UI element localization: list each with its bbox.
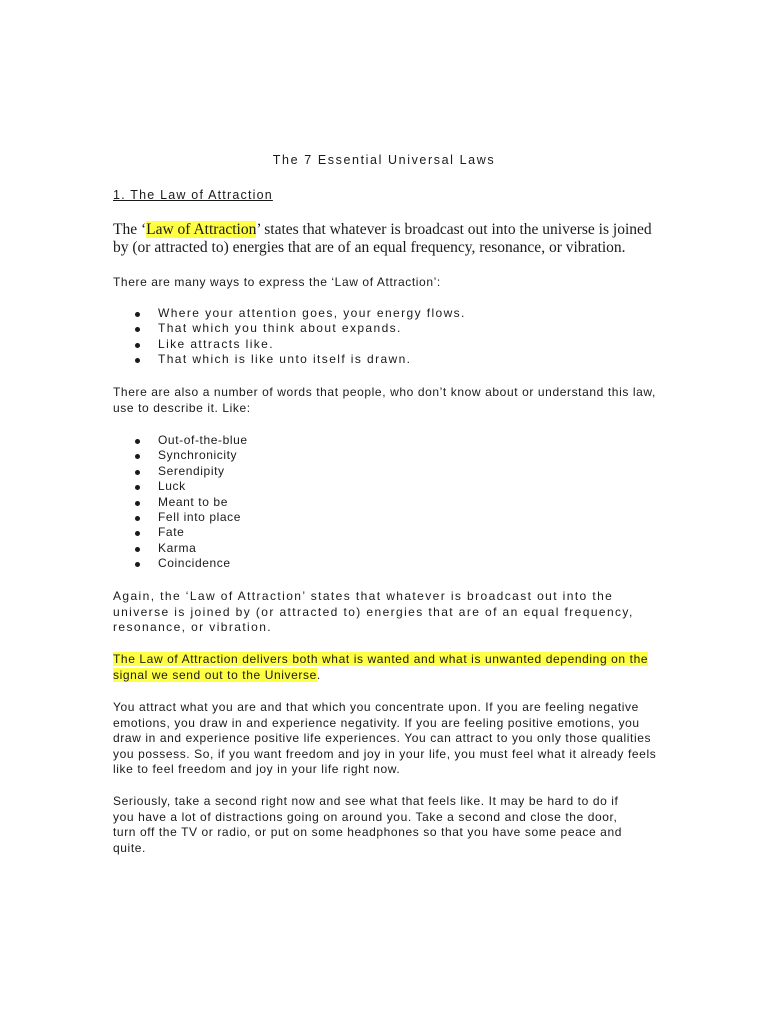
list-item: Coincidence [113,556,248,571]
ways-list [113,306,466,368]
attract-paragraph: You attract what you are and that which you concentrate upon. If you are feeling negative emotions, you draw in and experience negativity. If you are feeling positive emotions, you draw in and experience positive life experiences. You can attract to you only those qualities you possess. So, if you want freedom and joy in your life, you must feel what it already feels like to feel freedom and joy in your life right now. [113,700,657,777]
ways-intro-paragraph: There are many ways to express the ‘Law of Attraction’: [113,275,441,289]
list-item: That which is like unto itself is drawn. [113,352,466,367]
delivers-highlight: The Law of Attraction delivers both what is wanted and what is unwanted depending on the signal we send out to the Universe [113,652,649,682]
bullet-icon [135,470,140,475]
bullet-icon [135,439,140,444]
intro-highlight: Law of Attraction [146,221,257,238]
intro-post: ’ states that whatever is broadcast out into the universe is joined by (or attracted to) energies that are of an equal frequency, resonance, or vibration. [113,221,652,256]
list-item: That which you think about expands. [113,321,466,336]
bullet-icon [135,343,140,348]
words-list [113,433,248,572]
list-item: Fate [113,525,248,540]
seriously-paragraph: Seriously, take a second right now and see what that feels like. It may be hard to do if you have a lot of distractions going on around you. Take a second and close the door, turn off the TV or radio, or put on some headphones so that you have some peace and quite. [113,794,622,855]
bullet-icon [135,562,140,567]
bullet-icon [135,485,140,490]
bullet-icon [135,454,140,459]
list-item: Karma [113,541,248,556]
list-item: Meant to be [113,495,248,510]
list-item: Like attracts like. [113,337,466,352]
section-heading: 1. The Law of Attraction [113,188,273,202]
intro-paragraph [113,221,653,257]
intro-pre: The ‘ [113,221,147,238]
bullet-icon [135,501,140,506]
list-item: Out-of-the-blue [113,433,248,448]
bullet-icon [135,516,140,521]
bullet-icon [135,358,140,363]
list-item: Luck [113,479,248,494]
document-title: The 7 Essential Universal Laws [272,153,496,167]
bullet-icon [135,531,140,536]
list-item: Where your attention goes, your energy flows. [113,306,466,321]
bullet-icon [135,547,140,552]
bullet-icon [135,312,140,317]
list-item: Serendipity [113,464,248,479]
words-intro-paragraph: There are also a number of words that people, who don’t know about or understand this law, use to describe it. Like: [113,385,656,415]
bullet-icon [135,327,140,332]
delivers-paragraph: The Law of Attraction delivers both what is wanted and what is unwanted depending on the signal we send out to the Universe. [113,652,649,682]
list-item: Synchronicity [113,448,248,463]
list-item: Fell into place [113,510,248,525]
again-paragraph: Again, the ‘Law of Attraction’ states that whatever is broadcast out into the universe is joined by (or attracted to) energies that are of an equal frequency, resonance, or vibration. [113,589,634,635]
